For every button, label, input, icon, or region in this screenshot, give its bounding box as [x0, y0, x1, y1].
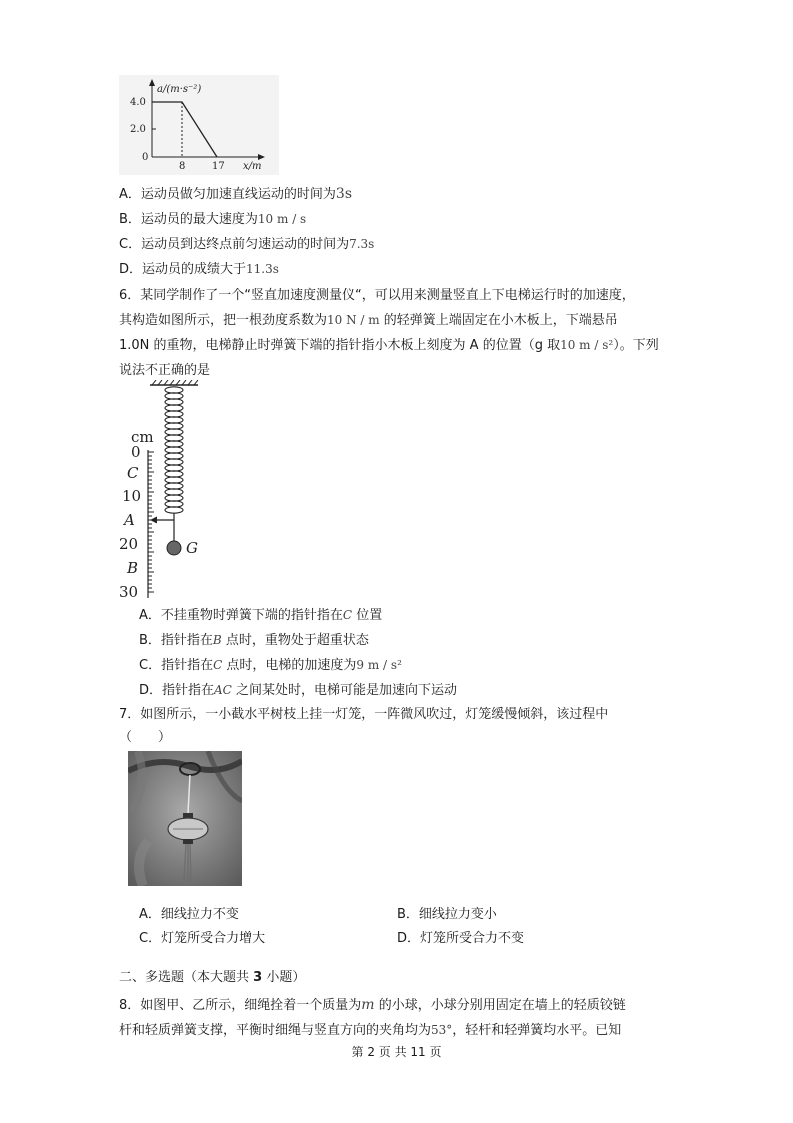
- math: 10 m / s²: [560, 338, 614, 352]
- ruler-letter-label: B: [127, 559, 139, 577]
- spring-scale-figure: [118, 380, 218, 600]
- option-math: AC: [214, 683, 232, 697]
- text: 的小球，小球分别用固定在墙上的轻质铰链: [374, 998, 626, 1013]
- option-text: A．运动员做匀加速直线运动的时间为: [119, 187, 336, 202]
- y-tick-label: 2.0: [130, 124, 146, 135]
- ruler-tick-label: 30: [119, 583, 139, 600]
- option-math: C: [213, 658, 223, 672]
- q5-option-d: [119, 258, 279, 277]
- text: 二、多选题（本大题共: [119, 970, 254, 985]
- text: 小题）: [262, 970, 306, 985]
- y-tick-label: 4.0: [130, 97, 146, 108]
- text: 8．如图甲、乙所示，细绳拴着一个质量为: [119, 998, 362, 1013]
- q6-option-b: [139, 629, 369, 648]
- math: 53°: [431, 1023, 453, 1037]
- option-math: C: [342, 608, 353, 622]
- q7-option-a: A．细线拉力不变: [139, 907, 239, 922]
- q6-option-d: [139, 679, 457, 698]
- q6-option-c: [139, 654, 402, 673]
- x-axis-label: x/m: [243, 161, 262, 172]
- q6-text-line-1: 6．某同学制作了一个“竖直加速度测量仪“，可以用来测量竖直上下电梯运行时的加速度，: [119, 288, 635, 303]
- lantern-photo: [128, 751, 242, 886]
- ruler-letter-label: C: [127, 464, 139, 482]
- math: 10 N / m: [327, 313, 380, 327]
- count: 3: [253, 970, 263, 985]
- option-text: 之间某处时，电梯可能是加速向下运动: [231, 683, 458, 698]
- section-heading: [119, 966, 305, 985]
- option-math: 3s: [335, 186, 352, 202]
- option-math: 9 m / s²: [356, 658, 402, 672]
- text: ，轻杆和轻弹簧均水平。已知: [452, 1023, 622, 1038]
- q5-option-b: [119, 208, 306, 227]
- option-text: A．不挂重物时弹簧下端的指针指在: [139, 608, 343, 623]
- x-tick-label: 17: [212, 161, 225, 172]
- page-footer: 第 2 页 共 11 页: [351, 1045, 442, 1059]
- weight-label: G: [186, 539, 198, 557]
- text: ）。下列: [613, 338, 659, 353]
- x-tick-label: 8: [179, 161, 186, 172]
- q6-option-a: [139, 604, 382, 623]
- option-text: D．指针指在: [139, 683, 215, 698]
- option-text: C．指针指在: [139, 658, 214, 673]
- q7-answer-bracket: （ ）: [119, 730, 172, 745]
- q5-option-a: [119, 183, 352, 202]
- y-axis-label: a/(m·s⁻²): [157, 84, 202, 95]
- option-text: 点时，重物处于超重状态: [221, 633, 369, 648]
- option-text: D．运动员的成绩大于: [119, 262, 247, 277]
- option-text: B．运动员的最大速度为: [119, 212, 258, 227]
- option-math: 10 m / s: [257, 212, 307, 226]
- ruler-letter-label: A: [124, 511, 135, 529]
- option-text: 点时，电梯的加速度为: [222, 658, 357, 673]
- q7-option-d: D．灯笼所受合力不变: [397, 931, 525, 946]
- option-math: B: [212, 633, 222, 647]
- q7-option-b: B．细线拉力变小: [397, 907, 497, 922]
- ruler-tick-label: 0: [131, 443, 141, 461]
- text: 1.0N 的重物，电梯静止时弹簧下端的指针指小木板上刻度为 A 的位置（g 取: [119, 338, 561, 353]
- ruler-tick-label: 20: [119, 535, 139, 553]
- option-math: 7.3s: [349, 237, 375, 251]
- math: m: [361, 997, 375, 1013]
- q8-text-line-1: [119, 994, 626, 1013]
- text: 杆和轻质弹簧支撑，平衡时细绳与竖直方向的夹角均为: [119, 1023, 432, 1038]
- hanging-weight: [167, 541, 181, 555]
- text: 的轻弹簧上端固定在小木板上，下端悬吊: [379, 313, 618, 328]
- option-text: 位置: [352, 608, 383, 623]
- text: 其构造如图所示，把一根劲度系数为: [119, 313, 328, 328]
- q7-text-line-1: 7．如图所示，一小截水平树枝上挂一灯笼，一阵微风吹过，灯笼缓慢倾斜，该过程中: [119, 707, 609, 722]
- unit-label: cm: [131, 428, 154, 446]
- ruler-tick-label: 10: [122, 487, 142, 505]
- q6-text-line-4: 说法不正确的是: [119, 363, 211, 378]
- q6-text-line-2: [119, 309, 618, 328]
- option-text: C．运动员到达终点前匀速运动的时间为: [119, 237, 350, 252]
- y-tick-label: 0: [142, 152, 149, 163]
- option-text: B．指针指在: [139, 633, 213, 648]
- q7-option-c: C．灯笼所受合力增大: [139, 931, 266, 946]
- q5-option-c: [119, 233, 374, 252]
- q6-text-line-3: [119, 334, 659, 353]
- q8-text-line-2: [119, 1019, 621, 1038]
- option-math: 11.3s: [246, 262, 279, 276]
- acceleration-displacement-graph: [119, 75, 279, 175]
